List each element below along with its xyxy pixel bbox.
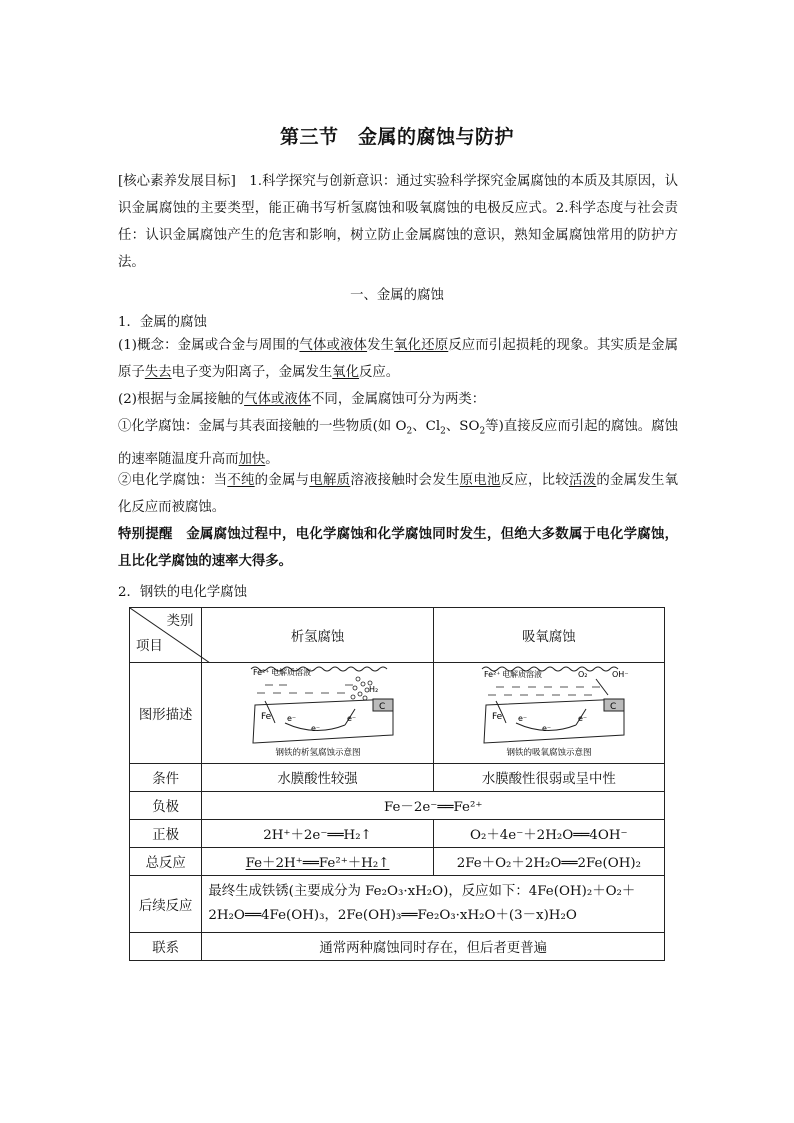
fill-blank: 失去: [144, 365, 172, 380]
electrolyte-dashes: [257, 685, 353, 693]
overall-oxygen: 2Fe＋O₂＋2H₂O══2Fe(OH)₂: [433, 848, 664, 876]
condition-oxygen: 水膜酸性很弱或呈中性: [433, 764, 664, 792]
electron-label: e⁻: [577, 714, 587, 723]
text: 、Cl: [412, 419, 441, 434]
classify-paragraph: [118, 386, 678, 413]
text: 等)直接反应而引起的腐蚀。腐蚀的速率随温度升高而: [118, 419, 678, 467]
table-row: [130, 933, 665, 961]
text: 、SO: [445, 419, 480, 434]
table-row: [130, 848, 665, 876]
item2-heading: 2．钢铁的电化学腐蚀: [118, 585, 248, 600]
fill-blank: 气体或液体: [299, 338, 368, 353]
text: 。: [265, 451, 279, 467]
subsequent-line: 最终生成铁锈(主要成分为 Fe₂O₃·xH₂O)，反应如下：4Fe(OH)₂＋O₂＋: [208, 884, 636, 899]
hydrogen-diagram-cell: [202, 663, 433, 764]
concept-paragraph: [118, 332, 678, 386]
h2-label: H₂: [368, 685, 378, 694]
table-row: [130, 792, 665, 820]
fe-label: Fe: [260, 712, 271, 722]
section-heading: 一、金属的腐蚀: [350, 288, 444, 303]
text: 发生: [367, 338, 395, 353]
positive-oxygen: O₂＋4e⁻＋2H₂O══4OH⁻: [433, 820, 664, 848]
table-row: [130, 876, 665, 933]
fill-blank: 活泼: [569, 473, 597, 488]
corner-cell: [130, 608, 202, 663]
electron-label: e⁻: [346, 714, 356, 723]
negative-electrode: Fe－2e⁻══Fe²⁺: [202, 792, 665, 820]
electrochemical-corrosion-paragraph: [118, 467, 678, 521]
row-label-diagram: 图形描述: [130, 663, 202, 764]
row-label-positive: 正极: [130, 820, 202, 848]
text: 反应，比较: [500, 473, 569, 488]
corrosion-table: [129, 607, 665, 961]
text: 反应而引起损耗的现象。其实质是金属原子: [118, 338, 679, 380]
item1-heading: 1．金属的腐蚀: [118, 315, 207, 330]
col-header-hydrogen: 析氢腐蚀: [202, 608, 433, 663]
table-header-row: [130, 608, 665, 663]
row-label-condition: 条件: [130, 764, 202, 792]
text: 电子变为阳离子，金属发生: [171, 365, 333, 380]
oh-label: OH⁻: [611, 670, 629, 679]
text: 反应。: [359, 365, 400, 380]
condition-hydrogen: 水膜酸性较强: [202, 764, 433, 792]
subsequent-reaction: [202, 876, 665, 933]
text: 溶液接触时会发生: [350, 473, 460, 488]
solution-label: 电解质溶液: [270, 668, 311, 677]
carbon-label: C: [609, 702, 617, 712]
text: 不同，金属腐蚀可分为两类：: [311, 392, 486, 407]
goals-text: 1.科学探究与创新意识：通过实验科学探究金属腐蚀的本质及其原因，认识金属腐蚀的主要类型，能正确书写析氢腐蚀和吸氧腐蚀的电极反应式。2.科学态度与社会责任：认识金属腐蚀产生的危害和影响，树立防止金属腐蚀的意识，熟知金属腐蚀常用的防护方法。: [118, 174, 678, 270]
subscript: 2: [406, 426, 413, 437]
fill-blank: 加快: [238, 451, 266, 467]
fill-blank: 气体或液体: [244, 392, 312, 407]
relation-text: 通常两种腐蚀同时存在，但后者更普遍: [202, 933, 665, 961]
fe-label: Fe: [491, 712, 503, 722]
oxygen-corrosion-diagram: [436, 663, 662, 759]
learning-goals: [118, 168, 678, 276]
fill-blank: 原电池: [459, 473, 501, 488]
fill-blank: 氧化还原: [394, 338, 449, 353]
subsequent-line: 2H₂O══4Fe(OH)₃，2Fe(OH)₃══Fe₂O₃·xH₂O＋(3－x)H₂O: [208, 908, 577, 923]
subscript: 2: [440, 426, 446, 437]
row-label-overall: 总反应: [130, 848, 202, 876]
electron-label: e⁻: [286, 714, 296, 723]
corner-bottom-label: 项目: [136, 639, 163, 654]
tip-label: 特别提醒: [118, 526, 173, 542]
subscript: 2: [479, 426, 486, 437]
chemical-corrosion-paragraph: [118, 413, 678, 473]
text: (1)概念：金属或合金与周围的: [118, 338, 300, 353]
oxygen-diagram-cell: [433, 663, 664, 764]
text: 的金属与: [254, 473, 310, 488]
hydrogen-corrosion-diagram: [205, 663, 431, 759]
fill-blank: 氧化: [332, 365, 360, 380]
text: ②电化学腐蚀：当: [118, 473, 228, 488]
diagram-caption: 钢铁的吸氧腐蚀示意图: [506, 748, 592, 758]
positive-hydrogen: 2H⁺＋2e⁻══H₂↑: [202, 820, 433, 848]
table-row: [130, 663, 665, 764]
table-row: [130, 764, 665, 792]
fe2-label: Fe²⁺: [483, 670, 501, 679]
fill-blank: 电解质: [309, 473, 351, 488]
electron-label: e⁻: [517, 714, 527, 723]
solution-label: 电解质溶液: [501, 670, 542, 679]
electron-label: e⁻: [541, 724, 551, 733]
diagram-caption: 钢铁的析氢腐蚀示意图: [274, 748, 361, 758]
text: 的金属发生氧化反应而被腐蚀。: [118, 473, 679, 515]
fe2-label: Fe²⁺: [252, 668, 270, 677]
table-row: [130, 820, 665, 848]
row-label-relation: 联系: [130, 933, 202, 961]
page-title: 第三节 金属的腐蚀与防护: [279, 126, 514, 148]
o2-label: O₂: [577, 670, 588, 679]
overall-hydrogen: Fe＋2H⁺══Fe²⁺＋H₂↑: [245, 856, 390, 871]
row-label-subsequent: 后续反应: [130, 876, 202, 933]
text: (2)根据与金属接触的: [118, 392, 245, 407]
carbon-label: C: [378, 702, 385, 712]
text: ①化学腐蚀：金属与其表面接触的一些物质(如 O: [118, 419, 407, 434]
col-header-oxygen: 吸氧腐蚀: [433, 608, 664, 663]
fill-blank: 不纯: [227, 473, 255, 488]
corner-top-label: 类别: [166, 614, 194, 629]
special-tip: [118, 521, 678, 575]
row-label-negative: 负极: [130, 792, 202, 820]
tip-text: 金属腐蚀过程中，电化学腐蚀和化学腐蚀同时发生，但绝大多数属于电化学腐蚀，且比化学腐蚀的速率大得多。: [118, 526, 679, 569]
electrolyte-dashes: [488, 687, 600, 695]
electron-label: e⁻: [310, 724, 320, 733]
goals-bracket: [核心素养发展目标]: [118, 174, 236, 189]
overall-hydrogen-cell: [202, 848, 433, 876]
